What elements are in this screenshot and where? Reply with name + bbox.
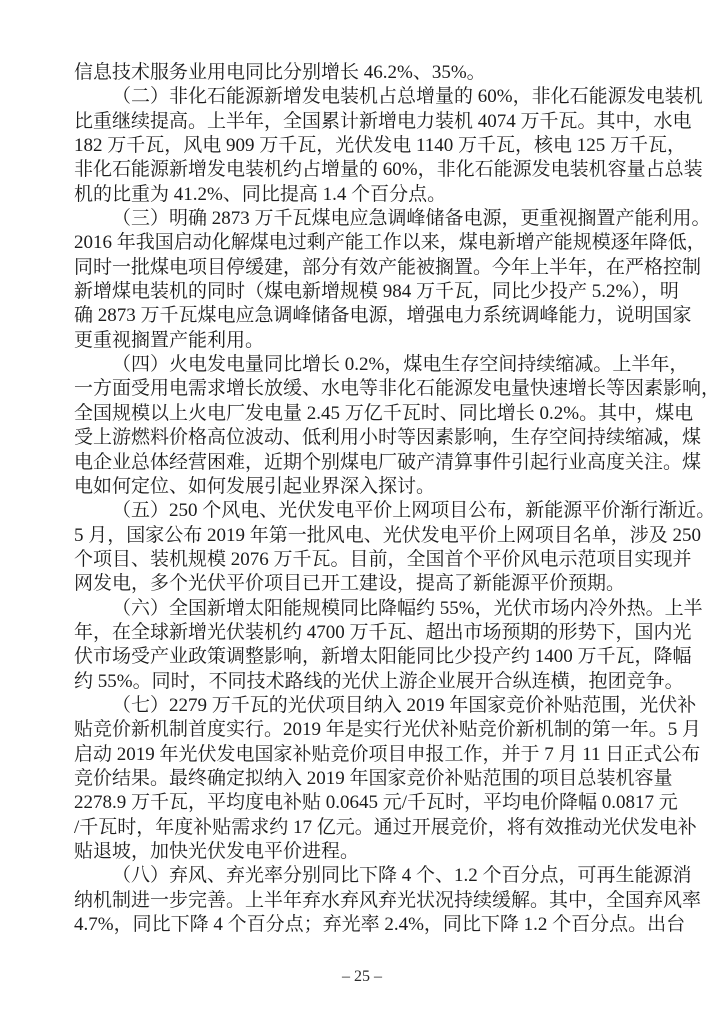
text-line: 更重视搁置产能利用。 [74,329,265,351]
text-line: （八）弃风、弃光率分别同比下降 4 个、1.2 个百分点，可再生能源消 [112,865,692,887]
text-line: （三）明确 2873 万千瓦煤电应急调峰储备电源，更重视搁置产能利用。 [112,208,711,230]
text-line: 纳机制进一步完善。上半年弃水弃风弃光状况持续缓解。其中，全国弃风率 [74,889,702,911]
page-number: – 25 – [342,968,382,985]
text-line: 同时一批煤电项目停缓建，部分有效产能被搁置。今年上半年，在严格控制 [74,256,702,278]
document-body [74,61,721,937]
text-line: 2278.9 万千瓦，平均度电补贴 0.0645 元/千瓦时，平均电价降幅 0.0817 元 [74,792,678,814]
text-line: 5 月，国家公布 2019 年第一批风电、光伏发电平价上网项目名单，涉及 250 [74,524,702,546]
text-line: 竞价结果。最终确定拟纳入 2019 年国家竞价补贴范围的项目总装机容量 [74,767,673,789]
text-line: 4.7%，同比下降 4 个百分点；弃光率 2.4%，同比下降 1.2 个百分点。出台 [74,914,686,936]
text-line: 比重继续提高。上半年，全国累计新增电力装机 4074 万千瓦。其中，水电 [74,110,692,132]
text-line: 全国规模以上火电厂发电量 2.45 万亿千瓦时、同比增长 0.2%。其中，煤电 [74,402,694,424]
text-line: 伏市场受产业政策调整影响，新增太阳能同比少投产约 1400 万千瓦，降幅 [74,646,692,668]
text-line: 新增煤电装机的同时（煤电新增规模 984 万千瓦，同比少投产 5.2%），明 [74,281,679,303]
text-line: （四）火电发电量同比增长 0.2%，煤电生存空间持续缩减。上半年， [112,354,689,376]
text-line: 182 万千瓦，风电 909 万千瓦，光伏发电 1140 万千瓦，核电 125 万千瓦， [74,135,687,157]
text-line: /千瓦时，年度补贴需求约 17 亿元。通过开展竞价，将有效推动光伏发电补 [74,816,697,838]
text-line: （五）250 个风电、光伏发电平价上网项目公布，新能源平价渐行渐近。 [112,500,716,522]
text-line: 约 55%。同时，不同技术路线的光伏上游企业展开合纵连横，抱团竞争。 [74,670,684,692]
page-footer [0,968,724,986]
text-line: 确 2873 万千瓦煤电应急调峰储备电源，增强电力系统调峰能力，说明国家 [74,305,692,327]
text-line: 个项目、装机规模 2076 万千瓦。目前，全国首个平价风电示范项目实现并 [74,548,692,570]
text-line: 机的比重为 41.2%、同比提高 1.4 个百分点。 [74,183,447,205]
text-line: 一方面受用电需求增长放缓、水电等非化石能源发电量快速增长等因素影响， [74,378,721,400]
text-line: 启动 2019 年光伏发电国家补贴竞价项目申报工作，并于 7 月 11 日正式公布 [74,743,701,765]
text-line: 贴退坡，加快光伏发电平价进程。 [74,841,360,862]
text-line: 非化石能源新增发电装机约占增量的 60%，非化石能源发电装机容量占总装 [74,159,703,181]
text-line: 2016 年我国启动化解煤电过剩产能工作以来，煤电新增产能规模逐年降低， [74,232,706,254]
text-line: 年，在全球新增光伏装机约 4700 万千瓦、超出市场预期的形势下，国内光 [74,621,692,643]
text-line: 网发电，多个光伏平价项目已开工建设，提高了新能源平价预期。 [74,573,626,595]
text-line: 贴竞价新机制首度实行。2019 年是实行光伏补贴竞价新机制的第一年。5 月 [74,719,702,741]
text-line: 电如何定位、如何发展引起业界深入探讨。 [74,475,436,497]
text-line: 信息技术服务业用电同比分别增长 46.2%、35%。 [74,62,486,83]
text-line: 受上游燃料价格高位波动、低利用小时等因素影响，生存空间持续缩减，煤 [74,427,702,449]
text-line: （六）全国新增太阳能规模同比降幅约 55%，光伏市场内冷外热。上半 [112,597,703,619]
text-line: （七）2279 万千瓦的光伏项目纳入 2019 年国家竞价补贴范围，光伏补 [112,694,697,716]
text-line: （二）非化石能源新增发电装机占总增量的 60%，非化石能源发电装机 [112,86,703,108]
text-line: 电企业总体经营困难，近期个别煤电厂破产清算事件引起行业高度关注。煤 [74,451,702,473]
